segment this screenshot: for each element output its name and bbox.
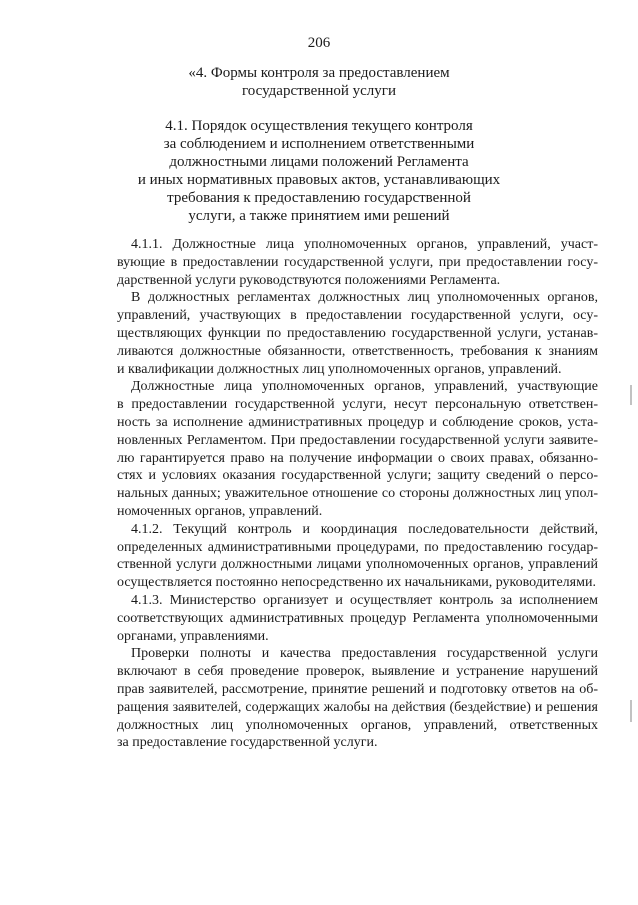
paragraph-line: Проверки полноты и качества предоставления государственной услуги: [131, 646, 598, 662]
paragraph-line: ливаются должностные обязанности, ответственность, требования к знаниям: [117, 343, 598, 359]
subsection-title-line: за соблюдением и исполнением ответственными: [163, 136, 475, 152]
paragraph: [117, 521, 598, 592]
paragraph-line: ность за исполнение административных процедур и соблюдение сроков, уста-: [117, 414, 598, 430]
page-number: 206: [307, 35, 331, 51]
paragraph-line: 4.1.1. Должностные лица уполномоченных органов, управлений, участ-: [131, 237, 598, 252]
paragraph-line: лю гарантируется право на получение информации о своих правах, обязанно-: [117, 450, 598, 466]
subsection-title-line: требования к предоставлению государственной: [167, 190, 471, 206]
paragraph-line: в предоставлении государственной услуги, несут персональную ответствен-: [117, 397, 598, 413]
paragraph-line: органами, управлениями.: [117, 628, 269, 644]
section-title-line: «4. Формы контроля за предоставлением: [188, 65, 450, 81]
paragraph-line: ществляющих функции по предоставлению государственной услуги, устанав-: [117, 325, 598, 341]
paragraph-line: соответствующих административных процедур Регламента уполномоченными: [117, 610, 598, 626]
paragraph-line: нальных данных; уважительное отношение со стороны должностных лиц упол-: [117, 486, 598, 502]
paragraph-line: ращения заявителей, содержащих жалобы на действия (бездействие) и решения: [117, 699, 598, 715]
paragraph-line: должностных лиц уполномоченных органов, управлений, ответственных: [117, 717, 598, 733]
paragraph: [117, 236, 598, 289]
paragraph: [117, 289, 598, 378]
scan-artifact: [630, 385, 632, 405]
paragraph-line: за предоставление государственной услуги.: [117, 735, 378, 751]
paragraph-line: В должностных регламентах должностных лиц уполномоченных органов,: [131, 290, 598, 306]
paragraph: [117, 378, 598, 520]
paragraph-line: 4.1.2. Текущий контроль и координация последовательности действий,: [131, 521, 598, 537]
paragraph-line: вующие в предоставлении государственной услуги, при предоставлении госу-: [117, 254, 598, 270]
subsection-title-line: должностными лицами положений Регламента: [169, 154, 469, 170]
paragraph-line: дарственной услуги руководствуются положениями Регламента.: [117, 272, 501, 288]
section-title: [0, 64, 638, 100]
paragraph-line: Должностные лица уполномоченных органов, управлений, участвующие: [131, 379, 598, 395]
subsection-title-line: 4.1. Порядок осуществления текущего контроля: [165, 118, 473, 134]
subsection-title-line: услуги, а также принятием ими решений: [188, 208, 450, 224]
paragraph-line: ственной услуги должностными лицами уполномоченных органов, управлений: [117, 557, 598, 573]
paragraph-line: определенных административными процедурами, по предоставлению государ-: [117, 539, 598, 555]
paragraph: [117, 645, 598, 752]
paragraph-line: включают в себя проведение проверок, выявление и устранение нарушений: [117, 664, 598, 680]
scan-artifact: [630, 700, 632, 722]
subsection-title-line: и иных нормативных правовых актов, устанавливающих: [137, 172, 501, 188]
section-title-line: государственной услуги: [242, 83, 396, 99]
subsection-title: [0, 117, 638, 225]
paragraph: [117, 592, 598, 645]
paragraph-line: 4.1.3. Министерство организует и осуществляет контроль за исполнением: [131, 592, 598, 608]
paragraph-line: управлений, участвующих в предоставлении государственной услуги, осу-: [117, 308, 598, 324]
paragraph-line: номоченных органов, управлений.: [117, 503, 323, 519]
paragraph-line: и квалификации должностных лиц уполномоченных органов, управлений.: [117, 361, 562, 377]
paragraph-line: новленных Регламентом. При предоставлении государственной услуги заявите-: [117, 432, 598, 448]
paragraph-line: прав заявителей, рассмотрение, принятие решений и подготовку ответов на об-: [117, 681, 598, 697]
paragraph-line: осуществляется постоянно непосредственно их начальниками, руководителями.: [117, 575, 596, 591]
paragraph-line: стях и условиях оказания государственной услуги; защиту сведений о персо-: [117, 468, 598, 484]
body-text: [117, 236, 598, 752]
